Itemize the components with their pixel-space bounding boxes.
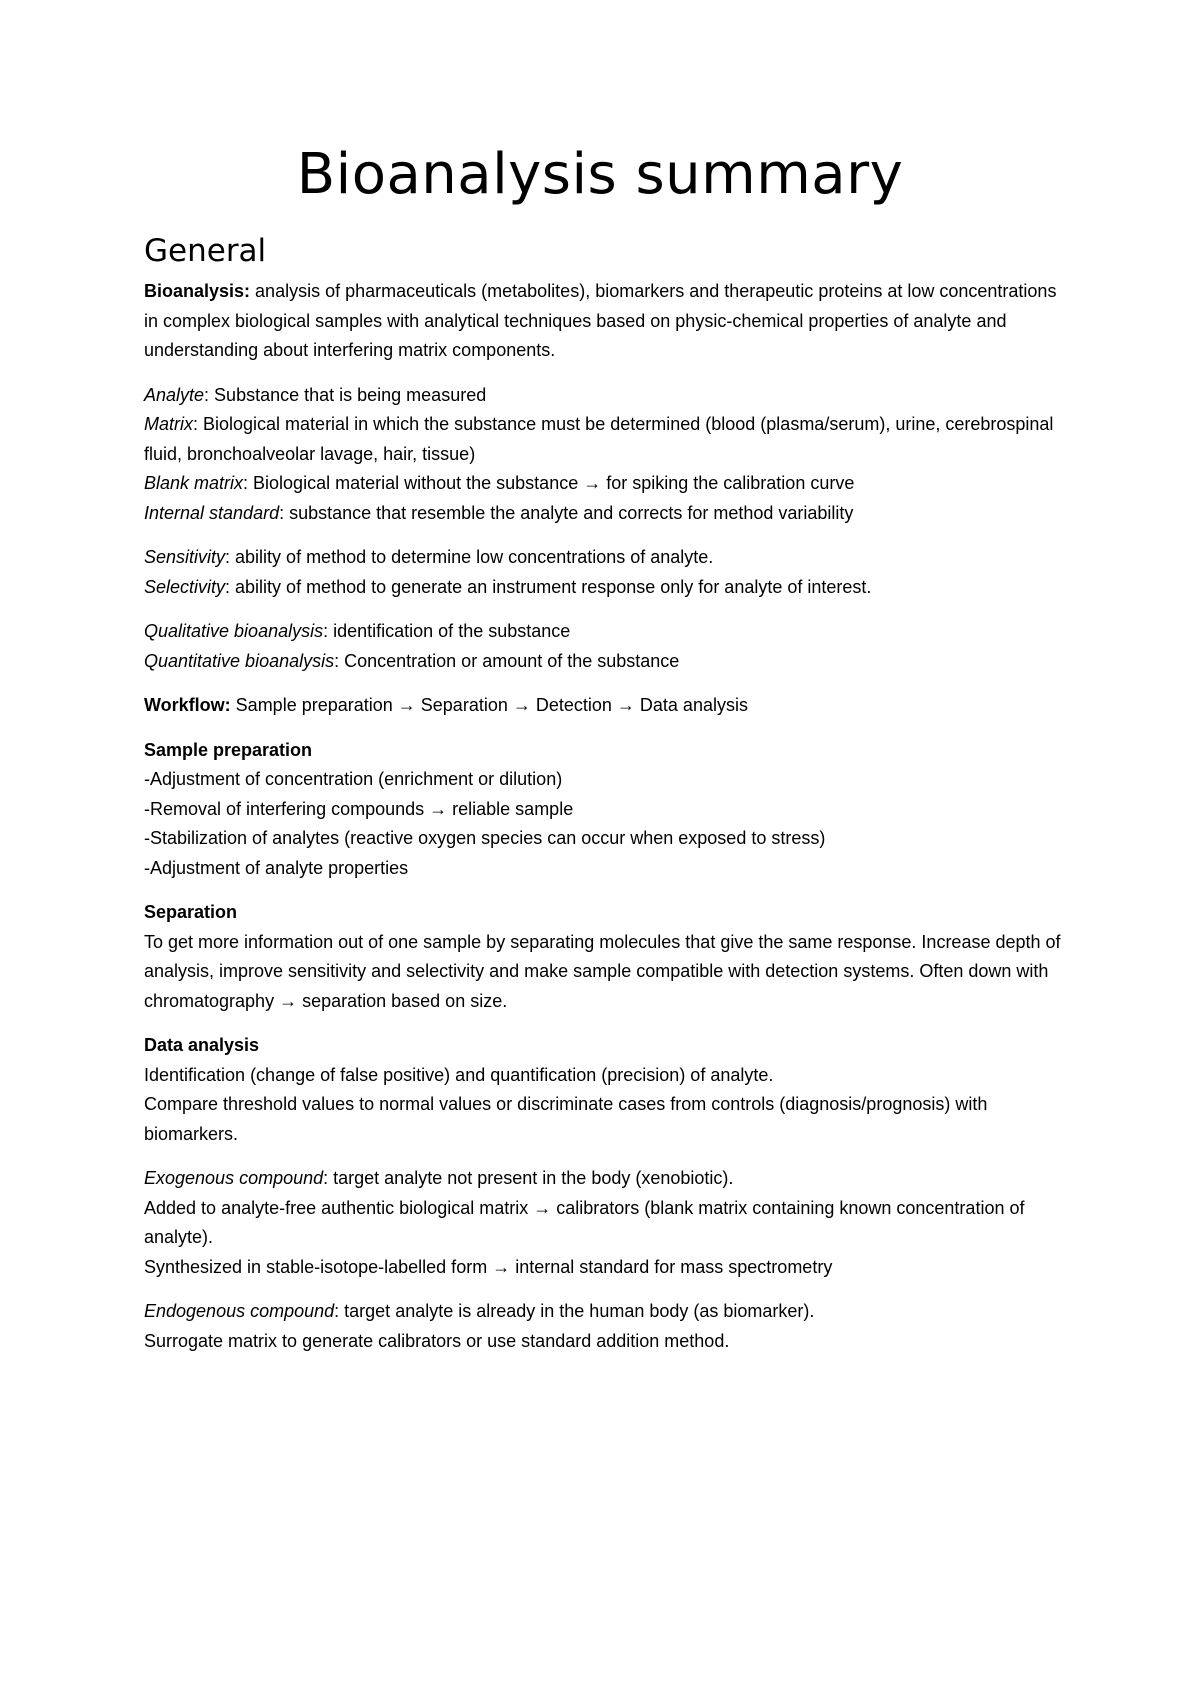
definition-blank-matrix [144,469,1074,499]
workflow-label: Workflow: [144,695,231,715]
definition-qualitative [144,617,1074,647]
internal-standard-text: : substance that resemble the analyte and corrects for method variability [279,502,854,523]
blank-matrix-text-end: for spiking the calibration curve [601,473,855,493]
paragraph-workflow [144,691,1074,721]
workflow-step-data-analysis: Data analysis [634,695,748,715]
exogenous-line-3 [144,1253,1074,1283]
definition-internal-standard [144,499,1074,529]
exogenous-line-2 [144,1194,1074,1253]
term-internal-standard: Internal standard [144,502,280,523]
list-item: -Adjustment of analyte properties [144,857,409,878]
bioanalysis-definition-text: analysis of pharmaceuticals (metabolites), biomarkers and therapeutic proteins at low concentrations in complex biological samples with analytical techniques based on physic-chemical properties of analyte and understanding about interfering matrix components. [144,281,1057,360]
exogenous-line-2-text: Added to analyte-free authentic biological matrix [144,1197,534,1218]
definition-exogenous [144,1164,1074,1194]
term-analyte: Analyte [144,384,205,405]
term-sensitivity: Sensitivity [144,547,226,567]
quantitative-text: : Concentration or amount of the substance [334,650,680,671]
exogenous-text: : target analyte not present in the body (xenobiotic). [323,1168,734,1188]
arrow-icon: → [279,990,298,1011]
term-qualitative: Qualitative bioanalysis [144,621,324,641]
definition-selectivity [144,573,1074,603]
arrow-icon: → [492,1256,511,1277]
term-selectivity: Selectivity [144,576,226,597]
heading-separation: Separation [144,902,238,922]
endogenous-text: : target analyte is already in the human body (as biomarker). [334,1301,815,1321]
term-exogenous: Exogenous compound [144,1168,324,1188]
sensitivity-text: : ability of method to determine low concentrations of analyte. [225,547,714,567]
document-body [144,229,1074,1371]
separation-text: To get more information out of one sample by separating molecules that give the same response. Increase depth of analysis, improve sensitivity and selectivity and make sample compatible with detection systems. Often down with chromatography [144,931,1061,1011]
paragraph-sensitivity-selectivity [144,543,1074,602]
exogenous-line-2-end: calibrators (blank matrix containing known concentration of analyte). [144,1197,1025,1247]
matrix-text: : Biological material in which the substance must be determined (blood (plasma/serum), urine, cerebrospinal fluid, bronchoalveolar lavage, hair, tissue) [144,414,1054,464]
paragraph-separation [144,898,1074,1016]
analyte-text: : Substance that is being measured [204,384,487,405]
paragraph-bioanalysis-definition [144,277,1074,366]
paragraph-qualitative-quantitative [144,617,1074,676]
list-item-text-end: reliable sample [447,798,574,819]
section-heading-general: General [144,233,267,269]
data-analysis-line-2: Compare threshold values to normal values or discriminate cases from controls (diagnosis/prognosis) with biomarkers. [144,1094,988,1144]
arrow-icon: → [429,798,448,819]
paragraph-matrix-definitions [144,381,1074,529]
workflow-step-separation: Separation [415,695,513,715]
definition-quantitative [144,647,1074,677]
term-bioanalysis: Bioanalysis: [144,281,251,301]
selectivity-text: : ability of method to generate an instrument response only for analyte of interest. [225,576,872,597]
list-item: -Adjustment of concentration (enrichment or dilution) [144,769,563,789]
endogenous-line-2: Surrogate matrix to generate calibrators or use standard addition method. [144,1330,730,1351]
term-quantitative: Quantitative bioanalysis [144,650,335,671]
term-blank-matrix: Blank matrix [144,473,244,493]
workflow-step-sample-preparation: Sample preparation [230,695,398,715]
term-endogenous: Endogenous compound [144,1301,335,1321]
separation-text-end: separation based on size. [297,990,508,1011]
arrow-icon: → [533,1197,552,1218]
arrow-icon: → [583,473,602,493]
exogenous-line-3-end: internal standard for mass spectrometry [510,1256,833,1277]
arrow-icon: → [616,695,635,715]
definition-sensitivity [144,543,1074,573]
data-analysis-line-1: Identification (change of false positive) and quantification (precision) of analyte. [144,1064,774,1085]
list-item-text: -Removal of interfering compounds [144,798,430,819]
arrow-icon: → [512,695,531,715]
workflow-step-detection: Detection [530,695,617,715]
paragraph-exogenous [144,1164,1074,1282]
definition-endogenous [144,1297,1074,1327]
paragraph-sample-preparation [144,736,1074,884]
paragraph-endogenous [144,1297,1074,1356]
definition-matrix [144,410,1074,469]
heading-sample-preparation: Sample preparation [144,739,313,760]
exogenous-line-3-text: Synthesized in stable-isotope-labelled form [144,1256,493,1277]
list-item: -Stabilization of analytes (reactive oxygen species can occur when exposed to stress) [144,828,826,848]
qualitative-text: : identification of the substance [323,621,571,641]
paragraph-data-analysis [144,1031,1074,1149]
page-title: Bioanalysis summary [296,142,904,207]
term-matrix: Matrix [144,414,193,434]
arrow-icon: → [397,695,416,715]
heading-data-analysis: Data analysis [144,1035,260,1055]
list-item [144,795,1074,825]
definition-analyte [144,381,1074,411]
blank-matrix-text: : Biological material without the substance [243,473,584,493]
